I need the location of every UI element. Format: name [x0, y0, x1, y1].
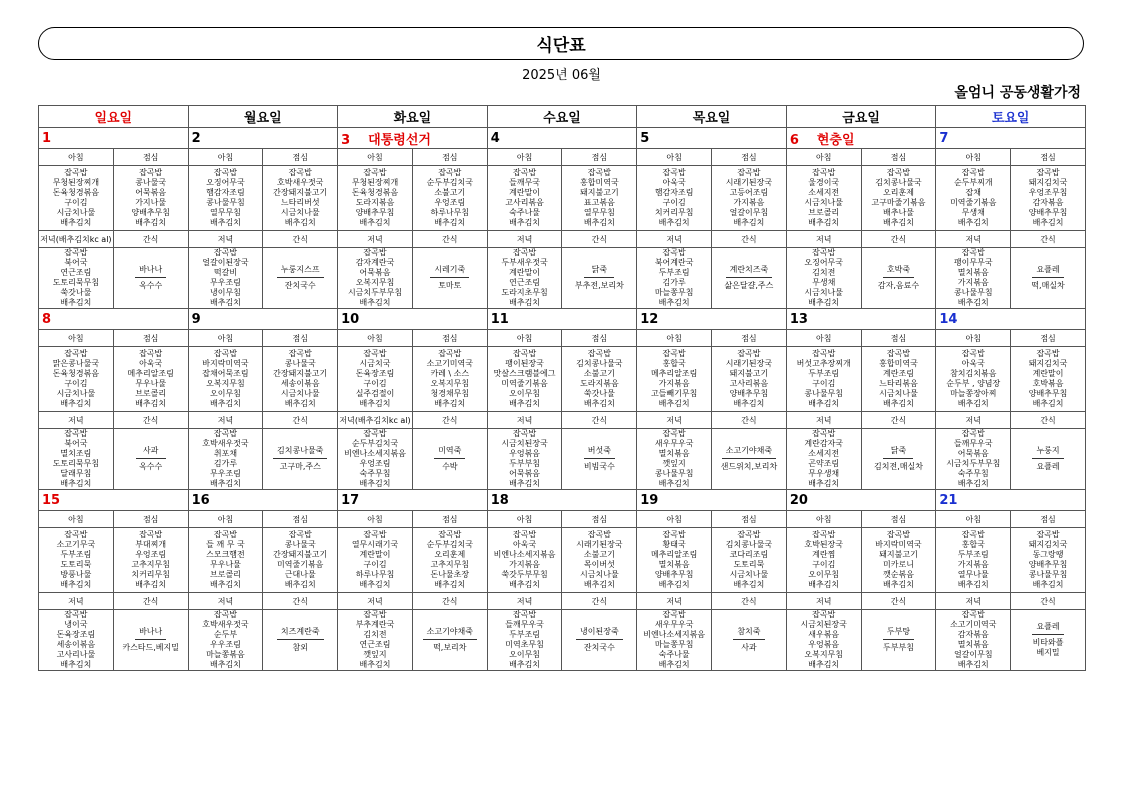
- dinner-menu: 잡곡밥 순두부김치국 비엔나소세지볶음 우엉조림 숙주무침 배추김치: [338, 429, 413, 490]
- day-number: [338, 128, 488, 149]
- snack-label: 간식: [412, 231, 487, 248]
- breakfast-label: 아침: [39, 149, 114, 166]
- date-number: 18: [490, 492, 509, 508]
- snack-menu: [1011, 610, 1086, 671]
- dinner-label: 저녁(배추김치kc al): [39, 231, 114, 248]
- dinner-menu: 잡곡밥 오징어무국 김치전 무생채 시금치나물 배추김치: [786, 248, 861, 309]
- day-number: [936, 490, 1086, 511]
- breakfast-menu: 잡곡밥 순두부찌개 잡채 미역줄기볶음 무생채 배추김치: [936, 166, 1011, 231]
- lunch-label: 점심: [263, 511, 338, 528]
- lunch-label: 점심: [861, 330, 936, 347]
- snack-label: 간식: [562, 593, 637, 610]
- snack-item: 소고기야채죽: [423, 627, 477, 640]
- dinner-label: 저녁: [637, 231, 712, 248]
- day-number: [786, 490, 936, 511]
- dinner-label: 저녁: [786, 412, 861, 429]
- dinner-menu: 잡곡밥 들깨무우국 어묵볶음 시금치두부무침 숙주무침 배추김치: [936, 429, 1011, 490]
- day-number: [637, 128, 787, 149]
- snack-item: 옥수수: [139, 281, 163, 290]
- breakfast-menu: 잡곡밥 아욱국 햄감자조림 구이김 치커리무침 배추김치: [637, 166, 712, 231]
- date-number: 7: [939, 130, 949, 146]
- dinner-label: 저녁: [487, 412, 562, 429]
- snack-item: 요플레: [1036, 462, 1060, 471]
- dinner-menu: 잡곡밥 새우무우국 멸치볶음 깻잎지 콩나물무침 배추김치: [637, 429, 712, 490]
- snack-label: 간식: [113, 412, 188, 429]
- date-number: 10: [341, 311, 360, 327]
- breakfast-label: 아침: [786, 330, 861, 347]
- weekday-header: 목요일: [637, 106, 787, 128]
- lunch-menu: 잡곡밥 아욱국 메추리알조림 무우나물 브로콜리 배추김치: [113, 347, 188, 412]
- snack-label: 간식: [712, 231, 787, 248]
- date-number: 21: [939, 492, 958, 508]
- snack-item: 잔치국수: [284, 281, 316, 290]
- snack-label: 간식: [562, 412, 637, 429]
- lunch-label: 점심: [712, 511, 787, 528]
- dinner-menu: 잡곡밥 팽이무무국 멸치볶음 가지볶음 콩나물무침 배추김치: [936, 248, 1011, 309]
- lunch-label: 점심: [113, 149, 188, 166]
- date-number: 4: [490, 130, 500, 146]
- snack-item: 시레기죽: [430, 265, 469, 278]
- snack-label: 간식: [412, 412, 487, 429]
- breakfast-menu: 잡곡밥 호박된장국 계란찜 구이김 오이무침 배추김치: [786, 528, 861, 593]
- lunch-label: 점심: [861, 149, 936, 166]
- breakfast-label: 아침: [786, 149, 861, 166]
- snack-label: 간식: [113, 231, 188, 248]
- snack-label: 간식: [263, 231, 338, 248]
- dinner-label: 저녁: [936, 231, 1011, 248]
- dinner-label: 저녁: [637, 412, 712, 429]
- dinner-menu: 잡곡밥 새우무우국 비엔나소세지볶음 마늘쫑무침 숙주나물 배추김치: [637, 610, 712, 671]
- snack-item: 누룽지스프: [277, 265, 324, 278]
- period-label: 2025년 06월: [522, 68, 601, 83]
- lunch-label: 점심: [113, 330, 188, 347]
- date-number: 17: [341, 492, 360, 508]
- lunch-menu: 잡곡밥 바지락미역국 돼지불고기 미카로니 깻순볶음 배추김치: [861, 528, 936, 593]
- dinner-label: 저녁: [188, 593, 263, 610]
- breakfast-label: 아침: [936, 330, 1011, 347]
- breakfast-menu: 잡곡밥 바지락미역국 잡채어묵조림 오복지무침 오이무침 배추김치: [188, 347, 263, 412]
- breakfast-label: 아침: [338, 149, 413, 166]
- lunch-label: 점심: [861, 511, 936, 528]
- snack-label: 간식: [412, 593, 487, 610]
- snack-menu: [861, 248, 936, 309]
- snack-item: 비빔국수: [583, 462, 615, 471]
- snack-item: 닭죽: [584, 265, 614, 278]
- snack-item: 바나나: [135, 627, 166, 640]
- snack-item: 바나나: [135, 265, 166, 278]
- breakfast-menu: 잡곡밥 들깨무국 계란말이 고사리볶음 숙주나물 배추김치: [487, 166, 562, 231]
- dinner-label: 저녁: [188, 412, 263, 429]
- day-number: [487, 128, 637, 149]
- snack-item: 버섯죽: [584, 446, 615, 459]
- breakfast-menu: 잡곡밥 홍합국 메추리알조림 가지볶음 고들빼기무침 배추김치: [637, 347, 712, 412]
- lunch-label: 점심: [263, 330, 338, 347]
- lunch-label: 점심: [712, 149, 787, 166]
- snack-menu: [263, 610, 338, 671]
- dinner-menu: 잡곡밥 북어국 멸치조림 도토리묵무침 달래무침 배추김치: [39, 429, 114, 490]
- date-number: 3: [341, 132, 351, 148]
- snack-item: 참외: [292, 643, 308, 652]
- lunch-menu: 잡곡밥 시래기된장국 돼지불고기 고사리볶음 양배추무침 배추김치: [712, 347, 787, 412]
- date-number: 12: [640, 311, 659, 327]
- breakfast-label: 아침: [188, 330, 263, 347]
- snack-item: 호박죽: [883, 265, 914, 278]
- dinner-menu: 잡곡밥 냉이국 돈육장조림 세송이볶음 고사리나물 배추김치: [39, 610, 114, 671]
- snack-menu: [861, 610, 936, 671]
- lunch-menu: 잡곡밥 돼지김치국 계란말이 호박볶음 양배추무침 배추김치: [1011, 347, 1086, 412]
- dinner-menu: 잡곡밥 북어계란국 두부조림 김가루 마늘쫑무침 배추김치: [637, 248, 712, 309]
- snack-label: 간식: [263, 593, 338, 610]
- date-number: 2: [191, 130, 201, 146]
- day-number: [338, 490, 488, 511]
- lunch-menu: 잡곡밥 홍합미역국 돼지불고기 표고볶음 열무무침 배추김치: [562, 166, 637, 231]
- snack-menu: [263, 429, 338, 490]
- breakfast-menu: 잡곡밥 버섯고추장찌개 두부조림 구이김 콩나물무침 배추김치: [786, 347, 861, 412]
- dinner-menu: 잡곡밥 호박새우젓국 취포채 김가루 무우조림 배추김치: [188, 429, 263, 490]
- snack-menu: [861, 429, 936, 490]
- snack-item: 김치콩나물죽: [273, 446, 327, 459]
- breakfast-menu: 잡곡밥 팽이된장국 맛살스크램블에그 미역줄기볶음 오이무침 배추김치: [487, 347, 562, 412]
- breakfast-menu: 잡곡밥 황태국 메추리알조림 멸치볶음 양배추무침 배추김치: [637, 528, 712, 593]
- lunch-menu: 잡곡밥 호박새우젓국 간장돼지불고기 느타리버섯 시금치나물 배추김치: [263, 166, 338, 231]
- snack-label: 간식: [1011, 412, 1086, 429]
- breakfast-menu: 잡곡밥 울경이국 소세지전 시금치나물 브로콜리 배추김치: [786, 166, 861, 231]
- breakfast-label: 아침: [637, 511, 712, 528]
- dinner-label: 저녁: [487, 231, 562, 248]
- dinner-label: 저녁: [936, 593, 1011, 610]
- lunch-label: 점심: [1011, 330, 1086, 347]
- date-number: 5: [640, 130, 650, 146]
- breakfast-label: 아침: [188, 149, 263, 166]
- dinner-label: 저녁: [188, 231, 263, 248]
- snack-item: 냉이된장죽: [576, 627, 623, 640]
- date-number: 1: [42, 130, 52, 146]
- day-number: [786, 309, 936, 330]
- snack-label: 간식: [263, 412, 338, 429]
- breakfast-label: 아침: [936, 149, 1011, 166]
- breakfast-menu: 잡곡밥 맑은콩나물국 돈육청경볶음 구이김 시금치나물 배추김치: [39, 347, 114, 412]
- snack-menu: [1011, 429, 1086, 490]
- snack-item: 고구마,주스: [279, 462, 321, 471]
- breakfast-label: 아침: [188, 511, 263, 528]
- lunch-menu: 잡곡밥 부대찌개 우엉조림 고추지무침 치커리무침 배추김치: [113, 528, 188, 593]
- lunch-label: 점심: [562, 330, 637, 347]
- breakfast-menu: 잡곡밥 무청된장찌개 돈육청경볶음 도라지볶음 양배추무침 배추김치: [338, 166, 413, 231]
- snack-menu: [113, 429, 188, 490]
- lunch-menu: 잡곡밥 콩나물국 간장돼지불고기 미역줄기볶음 근대나물 배추김치: [263, 528, 338, 593]
- dinner-menu: 잡곡밥 들깨무우국 두부조림 미역초무침 오이무침 배추김치: [487, 610, 562, 671]
- snack-label: 간식: [861, 412, 936, 429]
- date-number: 19: [640, 492, 659, 508]
- lunch-menu: 잡곡밥 홍합미역국 계란조림 느타리볶음 시금치나물 배추김치: [861, 347, 936, 412]
- date-number: 16: [191, 492, 210, 508]
- breakfast-menu: 잡곡밥 홍합국 두부조림 가지볶음 열무나물 배추김치: [936, 528, 1011, 593]
- snack-menu: [263, 248, 338, 309]
- snack-menu: [712, 610, 787, 671]
- lunch-menu: 잡곡밥 소고기미역국 카레 \ 소스 오복지무침 청경채무침 배추김치: [412, 347, 487, 412]
- lunch-label: 점심: [562, 511, 637, 528]
- dinner-menu: 잡곡밥 두부새우젓국 계란말이 연근조림 도라지초무침 배추김치: [487, 248, 562, 309]
- meal-calendar: [38, 105, 1086, 671]
- snack-menu: [412, 610, 487, 671]
- day-number: [188, 309, 338, 330]
- lunch-menu: 잡곡밥 시래기된장국 고등어조림 가지볶음 얼갈이무침 배추김치: [712, 166, 787, 231]
- day-number: [786, 128, 936, 149]
- lunch-label: 점심: [263, 149, 338, 166]
- dinner-label: 저녁: [786, 593, 861, 610]
- snack-menu: [412, 248, 487, 309]
- dinner-menu: 잡곡밥 소고기미역국 감자볶음 멸치볶음 얼갈이무침 배추김치: [936, 610, 1011, 671]
- date-number: 6: [789, 132, 799, 148]
- lunch-menu: 잡곡밥 김치콩나물국 코다리조림 도토리묵 시금치나물 배추김치: [712, 528, 787, 593]
- snack-menu: [712, 248, 787, 309]
- lunch-menu: 잡곡밥 콩나물국 간장돼지불고기 세송이볶음 시금치나물 배추김치: [263, 347, 338, 412]
- snack-item: 계란치즈죽: [726, 265, 773, 278]
- dinner-menu: 잡곡밥 얼갈이된장국 떡갈비 무우조림 냉이무침 배추김치: [188, 248, 263, 309]
- dinner-label: 저녁(배추김치kc al): [338, 412, 413, 429]
- weekday-header: 화요일: [338, 106, 488, 128]
- weekday-header: 토요일: [936, 106, 1086, 128]
- snack-item: 치즈계란죽: [277, 627, 324, 640]
- dinner-menu: 잡곡밥 계란감자국 소세지전 곤약조림 무우생채 배추김치: [786, 429, 861, 490]
- snack-menu: [113, 248, 188, 309]
- snack-item: 소고기야채죽: [722, 446, 776, 459]
- snack-item: 떡,보리차: [433, 643, 467, 652]
- weekday-header: 금요일: [786, 106, 936, 128]
- snack-menu: [712, 429, 787, 490]
- breakfast-label: 아침: [487, 511, 562, 528]
- dinner-menu: 잡곡밥 감자계란국 어묵볶음 오복지무침 시금치두부무침 배추김치: [338, 248, 413, 309]
- date-number: 11: [490, 311, 509, 327]
- lunch-label: 점심: [712, 330, 787, 347]
- snack-item: 사과: [136, 446, 166, 459]
- snack-label: 간식: [1011, 593, 1086, 610]
- dinner-label: 저녁: [39, 593, 114, 610]
- day-number: [637, 490, 787, 511]
- day-number: [39, 128, 189, 149]
- snack-item: 참치죽: [733, 627, 764, 640]
- snack-item: 미역죽: [434, 446, 465, 459]
- dinner-label: 저녁: [338, 231, 413, 248]
- snack-item: 두부탕: [883, 627, 914, 640]
- date-number: 9: [191, 311, 201, 327]
- snack-item: 김치전,매실차: [874, 462, 923, 471]
- day-number: [487, 309, 637, 330]
- snack-menu: [562, 610, 637, 671]
- snack-label: 간식: [712, 593, 787, 610]
- snack-item: 닭죽: [883, 446, 913, 459]
- snack-item: 떡,매실차: [1031, 281, 1065, 290]
- lunch-label: 점심: [113, 511, 188, 528]
- dinner-label: 저녁: [637, 593, 712, 610]
- weekday-header: 일요일: [39, 106, 189, 128]
- snack-menu: [113, 610, 188, 671]
- date-number: 20: [789, 492, 808, 508]
- day-number: [338, 309, 488, 330]
- snack-label: 간식: [861, 231, 936, 248]
- snack-item: 토마토: [438, 281, 462, 290]
- lunch-menu: 잡곡밥 김치콩나물국 오리훈제 고구마줄기볶음 배추나물 배추김치: [861, 166, 936, 231]
- dinner-label: 저녁: [338, 593, 413, 610]
- breakfast-menu: 잡곡밥 시금치국 돈육장조림 구이김 실주검절이 배추김치: [338, 347, 413, 412]
- day-number: [188, 128, 338, 149]
- lunch-label: 점심: [562, 149, 637, 166]
- snack-item: 비타와플 베지밀: [1032, 638, 1064, 657]
- dinner-label: 저녁: [39, 412, 114, 429]
- snack-item: 샌드위치,보리차: [720, 462, 778, 471]
- snack-item: 요플레: [1032, 622, 1063, 635]
- dinner-menu: 잡곡밥 시금치된장국 새우볶음 우엉볶음 오복지무침 배추김치: [786, 610, 861, 671]
- snack-menu: [412, 429, 487, 490]
- snack-item: 요플레: [1032, 265, 1063, 278]
- date-number: 8: [42, 311, 52, 327]
- lunch-menu: 잡곡밥 김치콩나물국 소불고기 도라지볶음 쑥갓나물 배추김치: [562, 347, 637, 412]
- holiday-label: 대통령선거: [368, 132, 431, 148]
- snack-label: 간식: [712, 412, 787, 429]
- snack-item: 누룽지: [1032, 446, 1063, 459]
- lunch-label: 점심: [1011, 511, 1086, 528]
- lunch-menu: 잡곡밥 시래기된장국 소불고기 목이버섯 시금치나물 배추김치: [562, 528, 637, 593]
- dinner-menu: 잡곡밥 호박새우젓국 순두부 우우조림 마늘쫑볶음 배추김치: [188, 610, 263, 671]
- snack-menu: [562, 429, 637, 490]
- snack-item: 카스타드,베지밀: [122, 643, 179, 652]
- breakfast-label: 아침: [39, 330, 114, 347]
- lunch-menu: 잡곡밥 순두부김치국 오리훈제 고추지무침 돈나물초장 배추김치: [412, 528, 487, 593]
- breakfast-label: 아침: [338, 511, 413, 528]
- date-number: 14: [939, 311, 958, 327]
- snack-item: 수박: [442, 462, 458, 471]
- weekday-header: 수요일: [487, 106, 637, 128]
- snack-item: 두부부침: [883, 643, 914, 652]
- snack-menu: [1011, 248, 1086, 309]
- date-number: 13: [789, 311, 808, 327]
- breakfast-label: 아침: [487, 149, 562, 166]
- snack-item: 사과: [741, 643, 757, 652]
- breakfast-label: 아침: [936, 511, 1011, 528]
- breakfast-label: 아침: [39, 511, 114, 528]
- snack-item: 잔치국수: [583, 643, 615, 652]
- snack-label: 간식: [113, 593, 188, 610]
- day-number: [637, 309, 787, 330]
- breakfast-label: 아침: [338, 330, 413, 347]
- lunch-label: 점심: [412, 511, 487, 528]
- day-number: [188, 490, 338, 511]
- snack-item: 옥수수: [139, 462, 163, 471]
- organization-name: 올엄니 공동생활가정: [954, 85, 1081, 101]
- lunch-menu: 잡곡밥 돼지김치국 우엉조무침 감자볶음 양배추무침 배추김치: [1011, 166, 1086, 231]
- snack-item: 삶은달걀,주스: [724, 281, 774, 290]
- breakfast-menu: 잡곡밥 소고기무국 두부조림 도토리묵 방풍나물 배추김치: [39, 528, 114, 593]
- snack-menu: [562, 248, 637, 309]
- lunch-label: 점심: [412, 149, 487, 166]
- breakfast-menu: 잡곡밥 오징어무국 햄감자조림 콩나물무침 열무무침 배추김치: [188, 166, 263, 231]
- dinner-label: 저녁: [487, 593, 562, 610]
- dinner-menu: 잡곡밥 북어국 연근조림 도토리묵무침 쑥갓나물 배추김치: [39, 248, 114, 309]
- dinner-menu: 잡곡밥 시금치된장국 우엉볶음 두부부침 어묵볶음 배추김치: [487, 429, 562, 490]
- holiday-label: 현충일: [816, 132, 855, 148]
- date-number: 15: [42, 492, 61, 508]
- day-number: [39, 309, 189, 330]
- breakfast-menu: 잡곡밥 열무시래기국 계란말이 구이김 하루나무침 배추김치: [338, 528, 413, 593]
- day-number: [936, 128, 1086, 149]
- weekday-header: 월요일: [188, 106, 338, 128]
- day-number: [487, 490, 637, 511]
- lunch-label: 점심: [412, 330, 487, 347]
- day-number: [39, 490, 189, 511]
- day-number: [936, 309, 1086, 330]
- snack-label: 간식: [562, 231, 637, 248]
- breakfast-menu: 잡곡밥 무청된장찌개 돈육청경볶음 구이김 시금치나물 배추김치: [39, 166, 114, 231]
- snack-label: 간식: [861, 593, 936, 610]
- dinner-label: 저녁: [786, 231, 861, 248]
- lunch-label: 점심: [1011, 149, 1086, 166]
- snack-item: 감자,음료수: [877, 281, 920, 290]
- dinner-menu: 잡곡밥 부추계란국 김치전 연근조림 깻잎지 배추김치: [338, 610, 413, 671]
- breakfast-menu: 잡곡밥 아욱국 참치김치볶음 순두부 , 양념장 마늘쫑장아찌 배추김치: [936, 347, 1011, 412]
- breakfast-menu: 잡곡밥 아욱국 비엔나소세지볶음 가지볶음 쑥갓두부무침 배추김치: [487, 528, 562, 593]
- dinner-label: 저녁: [936, 412, 1011, 429]
- breakfast-label: 아침: [786, 511, 861, 528]
- lunch-menu: 잡곡밥 돼지김치국 동그랑땡 양배추무침 콩나물무침 배추김치: [1011, 528, 1086, 593]
- breakfast-label: 아침: [487, 330, 562, 347]
- breakfast-menu: 잡곡밥 들 깨 무 국 스모크햄전 무우나물 브로콜리 배추김치: [188, 528, 263, 593]
- snack-item: 부추전,보리차: [574, 281, 624, 290]
- lunch-menu: 잡곡밥 순두부김치국 소불고기 우엉조림 하루나무침 배추김치: [412, 166, 487, 231]
- breakfast-label: 아침: [637, 330, 712, 347]
- lunch-menu: 잡곡밥 콩나물국 어묵볶음 가지나물 양배추무침 배추김치: [113, 166, 188, 231]
- breakfast-label: 아침: [637, 149, 712, 166]
- snack-label: 간식: [1011, 231, 1086, 248]
- page-title: 식단표: [38, 27, 1084, 60]
